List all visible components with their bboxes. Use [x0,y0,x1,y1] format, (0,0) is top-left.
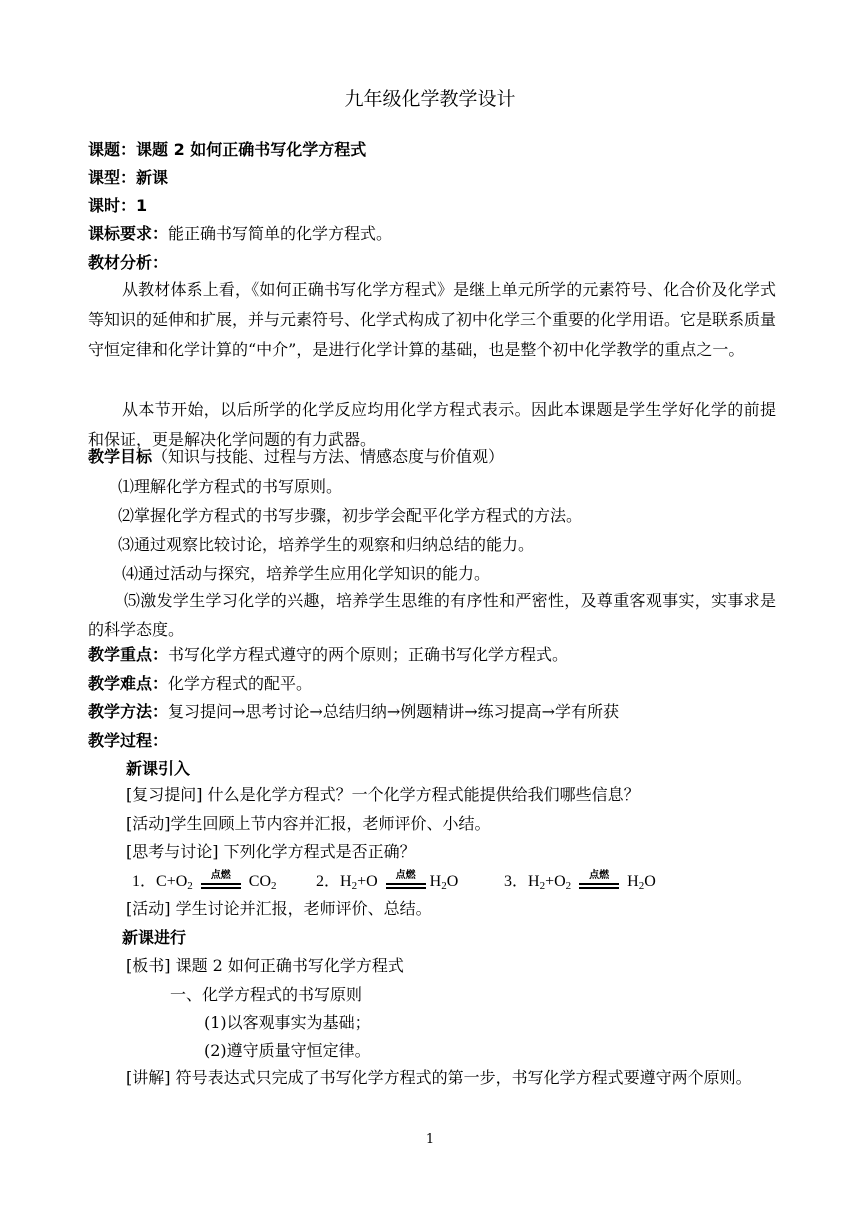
review-question: [复习提问] 什么是化学方程式？一个化学方程式能提供给我们哪些信息？ [126,785,640,804]
keypoints-label: 教学重点： [88,645,169,664]
objective-item: ⑸激发学生学习化学的兴趣，培养学生思维的有序性和严密性，及尊重客观事实，实事求是的科学态度。 [88,591,776,639]
type-value: 新课 [136,168,169,187]
intro-heading: 新课引入 [126,759,191,778]
hours-value: 1 [136,196,148,215]
topic-label: 课题： [88,140,137,159]
difficulty-label: 教学难点： [88,674,169,693]
keypoints-value: 书写化学方程式遵守的两个原则；正确书写化学方程式。 [168,645,569,664]
analysis-paragraph-1: 从教材体系上看，《如何正确书写化学方程式》是继上单元所学的元素符号、化合价及化学式等知识的延伸和扩展，并与元素符号、化学式构成了初中化学三个重要的化学用语。它是联系质量守恒定律和化学计算的“中介”，是进行化学计算的基础，也是整个初中化学教学的重点之一。 [88,280,777,359]
reaction-arrow-icon: 点燃 [579,872,619,892]
objectives-note: （知识与技能、过程与方法、情感态度与价值观） [152,447,505,466]
method-value: 复习提问→思考讨论→总结归纳→例题精讲→练习提高→学有所获 [168,702,620,721]
standard-value: 能正确书写简单的化学方程式。 [168,224,393,243]
rule-2: (2)遵守质量守恒定律。 [204,1041,371,1060]
standard-label: 课标要求： [88,224,169,243]
analysis-paragraph-2: 从本节开始，以后所学的化学反应均用化学方程式表示。因此本课题是学生学好化学的前提和保证，更是解决化学问题的有力武器。 [88,400,776,449]
equation-2: 2．$H_2+O$ 点燃 $H_2O$ [316,870,459,892]
document-title: 九年级化学教学设计 [344,88,516,110]
board-note: [板书] 课题 2 如何正确书写化学方程式 [126,956,404,975]
method-label: 教学方法： [88,702,169,721]
objectives-heading [88,446,790,468]
section-1-heading: 一、化学方程式的书写原则 [170,985,363,1004]
lecture-note: [讲解] 符号表达式只完成了书写化学方程式的第一步，书写化学方程式要遵守两个原则。 [126,1068,752,1087]
reaction-arrow-icon: 点燃 [386,872,426,892]
method-line [88,701,790,723]
objective-item: ⑷通过活动与探究，培养学生应用化学知识的能力。 [122,564,491,583]
objectives-label: 教学目标 [88,447,153,466]
hours-line [88,195,790,217]
objective-item: ⑴理解化学方程式的书写原则。 [118,477,343,496]
process-heading [88,730,790,752]
think-discuss: [思考与讨论] 下列化学方程式是否正确？ [126,842,416,861]
keypoints-line [88,644,790,666]
hours-label: 课时： [88,196,137,215]
page-number: 1 [425,1132,435,1147]
type-line [88,167,790,189]
topic-value: 课题 2 如何正确书写化学方程式 [136,140,367,159]
standard-line [88,223,790,245]
difficulty-value: 化学方程式的配平。 [168,674,313,693]
objective-item: ⑵掌握化学方程式的书写步骤，初步学会配平化学方程式的方法。 [118,506,583,525]
difficulty-line [88,673,790,695]
equation-1: 1．$C+O_2$ 点燃 $CO_2$ [132,870,277,892]
reaction-arrow-icon: 点燃 [201,872,241,892]
type-label: 课型： [88,168,137,187]
objective-item: ⑶通过观察比较讨论，培养学生的观察和归纳总结的能力。 [118,535,535,554]
rule-1: (1)以客观事实为基础； [204,1013,371,1032]
topic-line [88,139,790,161]
activity-1: [活动]学生回顾上节内容并汇报，老师评价、小结。 [126,814,491,833]
new-lesson-heading: 新课进行 [122,928,187,947]
activity-2: [活动] 学生讨论并汇报，老师评价、总结。 [126,899,432,918]
process-label: 教学过程： [88,731,169,750]
equation-3: 3．$H_2+O_2$ 点燃 $H_2O$ [504,870,656,892]
analysis-label: 教材分析： [88,253,169,272]
analysis-heading [88,252,790,274]
